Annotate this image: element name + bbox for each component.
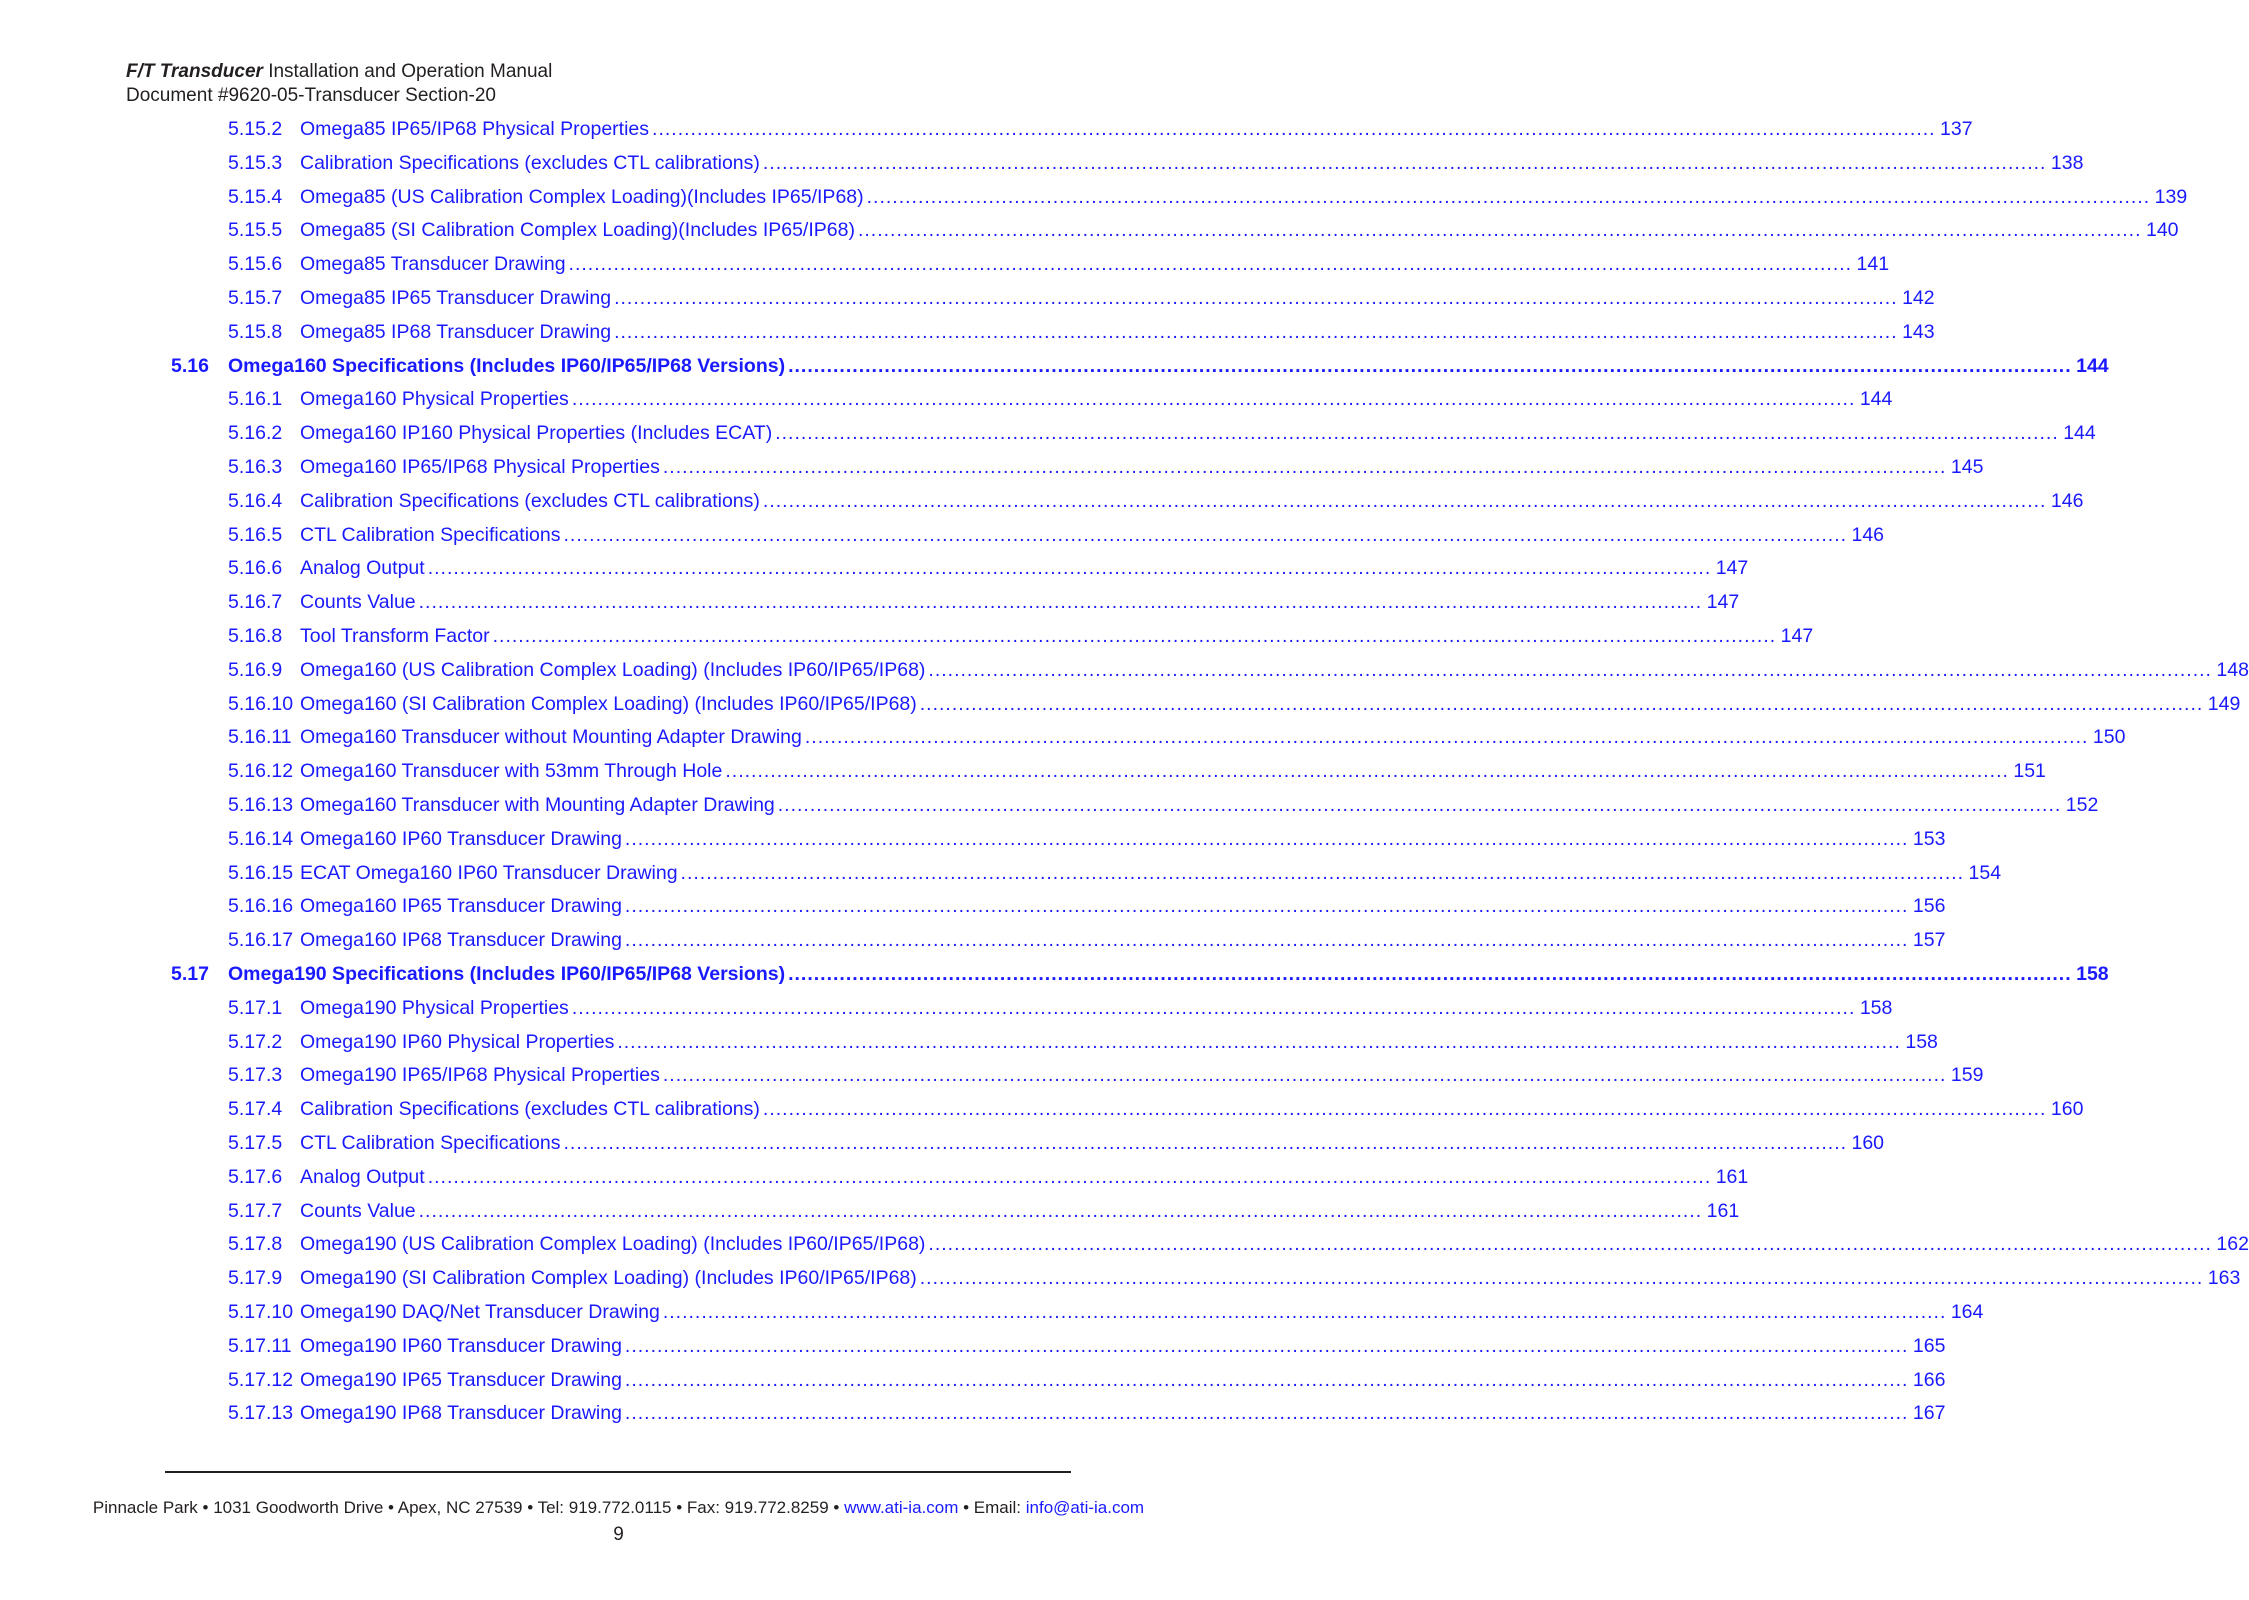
toc-entry-page: 164 [1950, 1301, 1984, 1323]
toc-entry[interactable] [228, 929, 1946, 959]
toc-entry-title: Omega160 (SI Calibration Complex Loading) (Includes IP60/IP65/IP68) [300, 692, 917, 715]
toc-leader-dots: ........................................................................................................................................................................................................ [571, 388, 1856, 411]
toc-entry-number: 5.15.7 [228, 287, 283, 309]
toc-entry-title: Omega85 IP65/IP68 Physical Properties [300, 118, 650, 140]
toc-entry-title: Omega160 IP160 Physical Properties (Includes ECAT) [300, 422, 773, 445]
toc-entry[interactable] [228, 895, 1946, 925]
toc-entry-page: 138 [2050, 151, 2084, 174]
toc-entry[interactable] [228, 1064, 1984, 1094]
toc-entry-page: 140 [2145, 219, 2179, 242]
toc-entry-page: 141 [1856, 253, 1890, 276]
toc-entry-title: Omega160 (US Calibration Complex Loading) (Includes IP60/IP65/IP68) [300, 658, 926, 681]
toc-entry-title: CTL Calibration Specifications [300, 1132, 561, 1154]
toc-entry-number: 5.17.10 [228, 1301, 294, 1323]
toc-entry[interactable] [228, 1199, 1740, 1230]
toc-entry-title: Omega160 IP60 Transducer Drawing [300, 827, 622, 850]
toc-entry-number: 5.16.5 [228, 523, 283, 546]
toc-entry-number: 5.16.17 [228, 929, 294, 952]
toc-entry-title: Omega160 IP65 Transducer Drawing [300, 895, 622, 918]
toc-entry-page: 149 [2207, 692, 2241, 715]
toc-entry[interactable] [228, 1334, 1946, 1365]
toc-leader-dots: ........................................................................................................................................................................................................ [624, 929, 1909, 952]
toc-entry-title: Omega190 DAQ/Net Transducer Drawing [300, 1301, 660, 1323]
toc-leader-dots: ........................................................................................................................................................................................................ [563, 523, 1848, 546]
toc-entry-number: 5.17.3 [228, 1064, 283, 1087]
toc-entry-page: 167 [1912, 1402, 1946, 1425]
footer-address: Pinnacle Park • 1031 Goodworth Drive • Apex, NC 27539 • Tel: 919.772.0115 • Fax: 919.772.8259 • [92, 1498, 845, 1517]
toc-leader-dots: ........................................................................................................................................................................................................ [427, 1165, 1712, 1188]
toc-entry[interactable] [228, 456, 1984, 486]
toc-leader-dots: ........................................................................................................................................................................................................ [762, 151, 2047, 174]
toc-entry-page: 160 [1851, 1132, 1885, 1154]
toc-entry-number: 5.15.3 [228, 151, 283, 174]
toc-entry[interactable] [228, 287, 1935, 317]
toc-entry-title: Omega190 (SI Calibration Complex Loading) (Includes IP60/IP65/IP68) [300, 1267, 917, 1290]
toc-entry-page: 158 [1859, 996, 1893, 1019]
toc-entry-page: 159 [1950, 1064, 1984, 1087]
toc-entry-page: 145 [1950, 456, 1984, 478]
toc-entry-title: Counts Value [300, 1199, 416, 1222]
toc-entry-title: Omega190 IP65/IP68 Physical Properties [300, 1064, 660, 1087]
toc-entry-page: 161 [1715, 1165, 1749, 1188]
toc-entry[interactable] [228, 827, 1946, 858]
toc-entry[interactable] [228, 557, 1749, 587]
toc-entry-title: Omega160 IP65/IP68 Physical Properties [300, 456, 660, 478]
toc-entry-page: 146 [1851, 523, 1885, 546]
toc-entry-page: 158 [1905, 1030, 1938, 1053]
toc-entry-page: 148 [2216, 658, 2249, 681]
toc-entry-title: Calibration Specifications (excludes CTL calibrations) [300, 151, 760, 174]
page-header [126, 60, 552, 108]
toc-leader-dots: ........................................................................................................................................................................................................ [624, 1368, 1909, 1391]
toc-entry-title: Omega160 Specifications (Includes IP60/IP65/IP68 Versions) [228, 354, 786, 377]
toc-entry-page: 162 [2216, 1233, 2249, 1256]
footer-email-link[interactable]: info@ati-ia.com [1025, 1498, 1145, 1517]
toc-entry-page: 139 [2154, 185, 2188, 208]
toc-leader-dots: ........................................................................................................................................................................................................ [804, 726, 2089, 749]
toc-entry[interactable] [228, 1267, 2241, 1297]
toc-entry[interactable] [228, 996, 1893, 1027]
toc-entry-title: Omega190 IP60 Transducer Drawing [300, 1334, 622, 1357]
page-footer [0, 1498, 1237, 1518]
toc-leader-dots: ........................................................................................................................................................................................................ [788, 963, 2072, 985]
toc-entry-title: ECAT Omega160 IP60 Transducer Drawing [300, 861, 678, 884]
toc-entry-page: 165 [1912, 1334, 1946, 1357]
toc-entry-number: 5.17.13 [228, 1402, 294, 1425]
toc-entry-number: 5.17.4 [228, 1098, 283, 1121]
toc-leader-dots: ........................................................................................................................................................................................................ [662, 1064, 1947, 1087]
header-title: Installation and Operation Manual [268, 61, 553, 82]
toc-entry-number: 5.16.3 [228, 456, 283, 478]
toc-leader-dots: ........................................................................................................................................................................................................ [624, 1334, 1909, 1357]
toc-entry[interactable] [228, 1368, 1946, 1399]
toc-entry-title: Omega190 IP60 Physical Properties [300, 1030, 615, 1053]
toc-entry-number: 5.16.1 [228, 388, 283, 411]
toc-entry-number: 5.17.9 [228, 1267, 283, 1290]
header-brand: F/T Transducer [126, 61, 263, 82]
toc-entry[interactable] [228, 422, 2096, 452]
toc-entry-page: 144 [2063, 422, 2096, 445]
toc-entry-number: 5.17.1 [228, 996, 283, 1019]
toc-leader-dots: ........................................................................................................................................................................................................ [571, 996, 1856, 1019]
toc-entry-title: Omega160 Transducer with 53mm Through Hole [300, 760, 723, 783]
toc-entry-number: 5.17.5 [228, 1132, 283, 1154]
toc-leader-dots: ........................................................................................................................................................................................................ [418, 1199, 1703, 1222]
toc-section-entry[interactable] [171, 354, 2109, 385]
toc-entry-number: 5.15.5 [228, 219, 283, 242]
footer-divider [165, 1471, 1071, 1473]
toc-entry[interactable] [228, 151, 2084, 182]
toc-entry-page: 142 [1902, 287, 1935, 309]
toc-entry[interactable] [228, 1402, 1946, 1432]
toc-entry-page: 151 [2013, 760, 2046, 783]
toc-entry-title: Omega190 (US Calibration Complex Loading) (Includes IP60/IP65/IP68) [300, 1233, 926, 1256]
toc-leader-dots: ........................................................................................................................................................................................................ [563, 1132, 1848, 1154]
toc-entry[interactable] [228, 658, 2249, 689]
toc-leader-dots: ........................................................................................................................................................................................................ [418, 591, 1703, 614]
toc-entry-number: 5.16.10 [228, 692, 294, 715]
toc-entry-number: 5.17.12 [228, 1368, 294, 1391]
toc-entry-page: 137 [1940, 118, 1973, 140]
toc-entry[interactable] [228, 253, 1890, 283]
toc-entry[interactable] [228, 1132, 1885, 1162]
toc-entry-page: 147 [1706, 591, 1740, 614]
toc-entry-title: Omega190 IP65 Transducer Drawing [300, 1368, 622, 1391]
toc-entry-page: 156 [1912, 895, 1946, 918]
toc-entry[interactable] [228, 320, 1935, 351]
toc-entry[interactable] [228, 219, 2179, 249]
toc-entry-title: Counts Value [300, 591, 416, 614]
toc-leader-dots: ........................................................................................................................................................................................................ [762, 1098, 2047, 1121]
toc-entry-number: 5.16.4 [228, 489, 283, 512]
toc-leader-dots: ........................................................................................................................................................................................................ [662, 1301, 1947, 1323]
toc-entry[interactable] [228, 861, 2002, 892]
toc-entry[interactable] [228, 726, 2126, 756]
toc-entry-page: 147 [1780, 625, 1814, 647]
toc-entry-number: 5.16.15 [228, 861, 294, 884]
toc-entry-title: Omega160 Transducer without Mounting Adapter Drawing [300, 726, 802, 749]
header-document-number: Document #9620-05-Transducer Section-20 [126, 85, 496, 106]
toc-entry[interactable] [228, 794, 2099, 824]
toc-entry-number: 5.16.12 [228, 760, 294, 783]
toc-entry-page: 166 [1912, 1368, 1946, 1391]
toc-leader-dots: ........................................................................................................................................................................................................ [775, 422, 2059, 445]
header-title-line [126, 60, 552, 84]
toc-entry-title: Omega160 Physical Properties [300, 388, 569, 411]
toc-leader-dots: ........................................................................................................................................................................................................ [680, 861, 1965, 884]
toc-entry-title: Omega190 IP68 Transducer Drawing [300, 1402, 622, 1425]
toc-entry-number: 5.17 [171, 963, 209, 985]
toc-entry[interactable] [228, 185, 2188, 216]
toc-entry-title: Omega85 (SI Calibration Complex Loading)(Includes IP65/IP68) [300, 219, 855, 242]
toc-entry-title: Tool Transform Factor [300, 625, 490, 647]
toc-entry-number: 5.17.2 [228, 1030, 283, 1053]
toc-entry-number: 5.17.7 [228, 1199, 283, 1222]
toc-entry[interactable] [228, 523, 1885, 554]
toc-leader-dots: ........................................................................................................................................................................................................ [568, 253, 1853, 276]
toc-entry-number: 5.16.6 [228, 557, 283, 580]
toc-entry-number: 5.16.9 [228, 658, 283, 681]
toc-entry-number: 5.15.6 [228, 253, 283, 276]
toc-leader-dots: ........................................................................................................................................................................................................ [919, 1267, 2204, 1290]
toc-leader-dots: ........................................................................................................................................................................................................ [857, 219, 2142, 242]
toc-entry-title: Analog Output [300, 557, 425, 580]
toc-entry-title: Omega85 Transducer Drawing [300, 253, 566, 276]
toc-entry[interactable] [228, 489, 2084, 520]
toc-entry-page: 157 [1912, 929, 1946, 952]
toc-entry[interactable] [228, 118, 1973, 148]
toc-entry-number: 5.15.2 [228, 118, 283, 140]
toc-entry[interactable] [228, 1233, 2249, 1263]
toc-entry[interactable] [228, 625, 1814, 655]
toc-leader-dots: ........................................................................................................................................................................................................ [614, 320, 1898, 343]
toc-entry-number: 5.16.16 [228, 895, 294, 918]
footer-email-label: • Email: [958, 1498, 1026, 1517]
toc-entry-title: Omega160 Transducer with Mounting Adapter Drawing [300, 794, 775, 816]
toc-entry-title: Omega85 IP65 Transducer Drawing [300, 287, 612, 309]
toc-entry-number: 5.16.7 [228, 591, 283, 614]
toc-leader-dots: ........................................................................................................................................................................................................ [866, 185, 2151, 208]
toc-entry-title: Omega190 Specifications (Includes IP60/IP65/IP68 Versions) [228, 963, 786, 985]
toc-entry-number: 5.17.11 [228, 1334, 292, 1357]
toc-entry-number: 5.17.8 [228, 1233, 283, 1256]
toc-leader-dots: ........................................................................................................................................................................................................ [788, 354, 2072, 377]
toc-entry-page: 147 [1715, 557, 1749, 580]
toc-entry-page: 153 [1912, 827, 1946, 850]
toc-entry[interactable] [228, 388, 1893, 418]
toc-section-entry[interactable] [171, 963, 2109, 993]
toc-entry-number: 5.15.8 [228, 320, 283, 343]
toc-entry[interactable] [228, 1030, 1938, 1061]
toc-entry-title: Analog Output [300, 1165, 425, 1188]
page-number: 9 [613, 1524, 624, 1545]
footer-website-link[interactable]: www.ati-ia.com [844, 1498, 959, 1517]
toc-entry-title: Omega190 Physical Properties [300, 996, 569, 1019]
toc-entry-page: 144 [1859, 388, 1893, 411]
toc-entry[interactable] [228, 591, 1740, 621]
toc-entry-title: Omega85 IP68 Transducer Drawing [300, 320, 612, 343]
toc-entry-title: Calibration Specifications (excludes CTL calibrations) [300, 489, 760, 512]
toc-entry-page: 154 [1968, 861, 2002, 884]
toc-entry[interactable] [228, 760, 2046, 790]
toc-entry-page: 143 [1902, 320, 1935, 343]
toc-entry-title: Omega160 IP68 Transducer Drawing [300, 929, 622, 952]
toc-entry-number: 5.16.2 [228, 422, 283, 445]
toc-leader-dots: ........................................................................................................................................................................................................ [492, 625, 1777, 647]
toc-entry-page: 150 [2092, 726, 2126, 749]
toc-leader-dots: ........................................................................................................................................................................................................ [624, 895, 1909, 918]
toc-entry-page: 158 [2076, 963, 2109, 985]
toc-entry-number: 5.16.14 [228, 827, 294, 850]
toc-entry-page: 163 [2207, 1267, 2241, 1290]
toc-leader-dots: ........................................................................................................................................................................................................ [928, 658, 2212, 681]
toc-entry-title: CTL Calibration Specifications [300, 523, 561, 546]
toc-entry-number: 5.16.11 [228, 726, 292, 749]
toc-entry-number: 5.16.8 [228, 625, 283, 647]
toc-entry-page: 161 [1706, 1199, 1740, 1222]
toc-leader-dots: ........................................................................................................................................................................................................ [928, 1233, 2212, 1256]
toc-leader-dots: ........................................................................................................................................................................................................ [762, 489, 2047, 512]
toc-leader-dots: ........................................................................................................................................................................................................ [919, 692, 2204, 715]
toc-entry-page: 152 [2065, 794, 2099, 816]
toc-entry-page: 160 [2050, 1098, 2084, 1121]
toc-entry-title: Calibration Specifications (excludes CTL calibrations) [300, 1098, 760, 1121]
toc-entry-page: 144 [2076, 354, 2109, 377]
toc-entry-number: 5.17.6 [228, 1165, 283, 1188]
toc-leader-dots: ........................................................................................................................................................................................................ [662, 456, 1947, 478]
toc-entry-page: 146 [2050, 489, 2084, 512]
toc-leader-dots: ........................................................................................................................................................................................................ [617, 1030, 1901, 1053]
toc-leader-dots: ........................................................................................................................................................................................................ [725, 760, 2009, 783]
toc-leader-dots: ........................................................................................................................................................................................................ [624, 1402, 1909, 1425]
toc-entry-number: 5.16.13 [228, 794, 294, 816]
toc-entry[interactable] [228, 692, 2241, 723]
toc-leader-dots: ........................................................................................................................................................................................................ [624, 827, 1909, 850]
toc-entry[interactable] [228, 1165, 1749, 1196]
toc-entry-number: 5.16 [171, 354, 209, 377]
toc-leader-dots: ........................................................................................................................................................................................................ [652, 118, 1936, 140]
toc-leader-dots: ........................................................................................................................................................................................................ [777, 794, 2062, 816]
toc-leader-dots: ........................................................................................................................................................................................................ [614, 287, 1898, 309]
toc-entry-title: Omega85 (US Calibration Complex Loading)(Includes IP65/IP68) [300, 185, 864, 208]
toc-entry-number: 5.15.4 [228, 185, 283, 208]
toc-leader-dots: ........................................................................................................................................................................................................ [427, 557, 1712, 580]
toc-entry[interactable] [228, 1098, 2084, 1128]
toc-entry[interactable] [228, 1301, 1984, 1331]
